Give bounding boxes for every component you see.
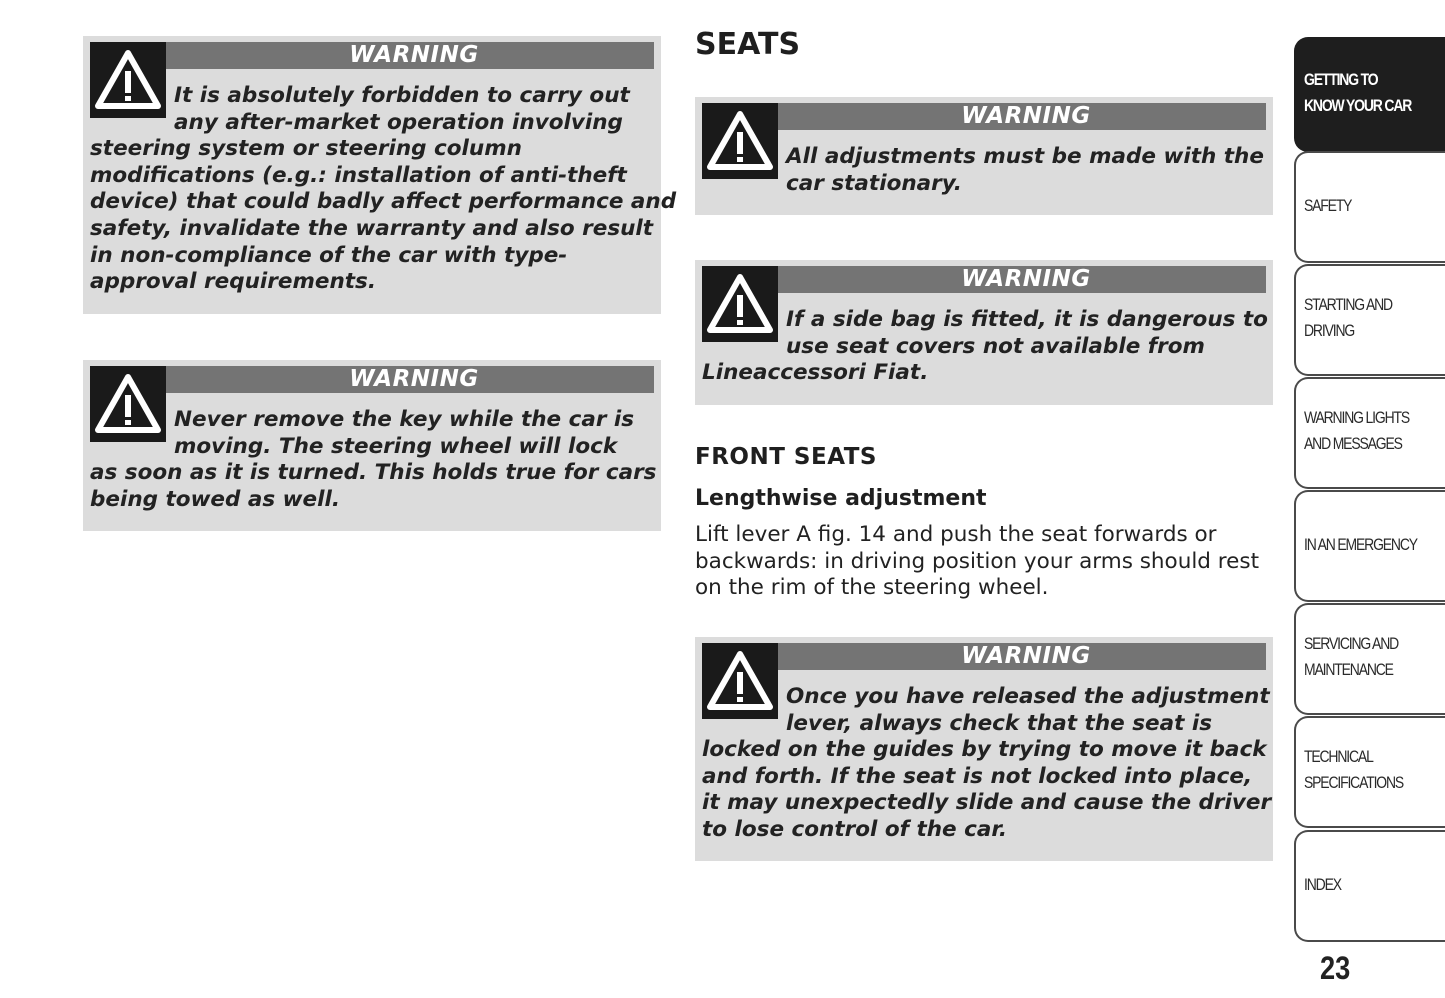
warning-text: Once you have released the adjustment lever, always check that the seat is locked on the guides by trying to move it back and forth. If the seat is not locked into place, it may unexpectedly slide and cause the driver to lose control of the car. [702, 684, 1272, 842]
tab-servicing-and-maintenance[interactable]: SERVICING AND MAINTENANCE [1294, 603, 1445, 715]
warning-text: It is absolutely forbidden to carry out any after-market operation involving steering system or steering column modifications (e.g.: installation of anti-theft device) that could badly affect performance and safety, invalidate the warranty and also result in non-compliance of the car with type- approval requirements. [90, 83, 677, 295]
warning-text: Never remove the key while the car is moving. The steering wheel will lock as soon as it is turned. This holds true for cars being towed as well. [90, 407, 657, 512]
body-paragraph: Lift lever A fig. 14 and push the seat forwards or backwards: in driving position your arms should rest on the rim of the steering wheel. [695, 522, 1260, 601]
warning-box-side-bag [695, 260, 1273, 405]
warning-triangle-icon [702, 643, 778, 719]
sub-subsection-title: Lengthwise adjustment [695, 486, 987, 511]
warning-header: WARNING [90, 42, 654, 69]
warning-box-key [83, 360, 661, 531]
warning-box-seat-lock [695, 637, 1273, 861]
warning-header: WARNING [702, 643, 1266, 670]
tab-warning-lights-and-messages[interactable]: WARNING LIGHTS AND MESSAGES [1294, 377, 1445, 489]
tab-getting-to-know-your-car[interactable]: GETTING TO KNOW YOUR CAR [1294, 37, 1445, 152]
warning-triangle-icon [702, 103, 778, 179]
warning-triangle-icon [702, 266, 778, 342]
warning-header: WARNING [702, 103, 1266, 130]
section-title: SEATS [695, 27, 801, 62]
subsection-title: FRONT SEATS [695, 444, 877, 470]
warning-header: WARNING [702, 266, 1266, 293]
warning-text: If a side bag is fitted, it is dangerous to use seat covers not available from Lineaccessori Fiat. [702, 307, 1268, 386]
warning-header: WARNING [90, 366, 654, 393]
tab-safety[interactable]: SAFETY [1294, 151, 1445, 263]
tab-in-an-emergency[interactable]: IN AN EMERGENCY [1294, 490, 1445, 602]
page-number: 23 [1320, 950, 1351, 986]
warning-box-aftermarket [83, 36, 677, 314]
warning-triangle-icon [90, 366, 166, 442]
tab-technical-specifications[interactable]: TECHNICAL SPECIFICATIONS [1294, 716, 1445, 828]
tab-starting-and-driving[interactable]: STARTING AND DRIVING [1294, 264, 1445, 376]
warning-triangle-icon [90, 42, 166, 118]
warning-box-stationary [695, 97, 1273, 215]
warning-text: All adjustments must be made with the car stationary. [786, 144, 1264, 196]
tab-index[interactable]: INDEX [1294, 830, 1445, 942]
